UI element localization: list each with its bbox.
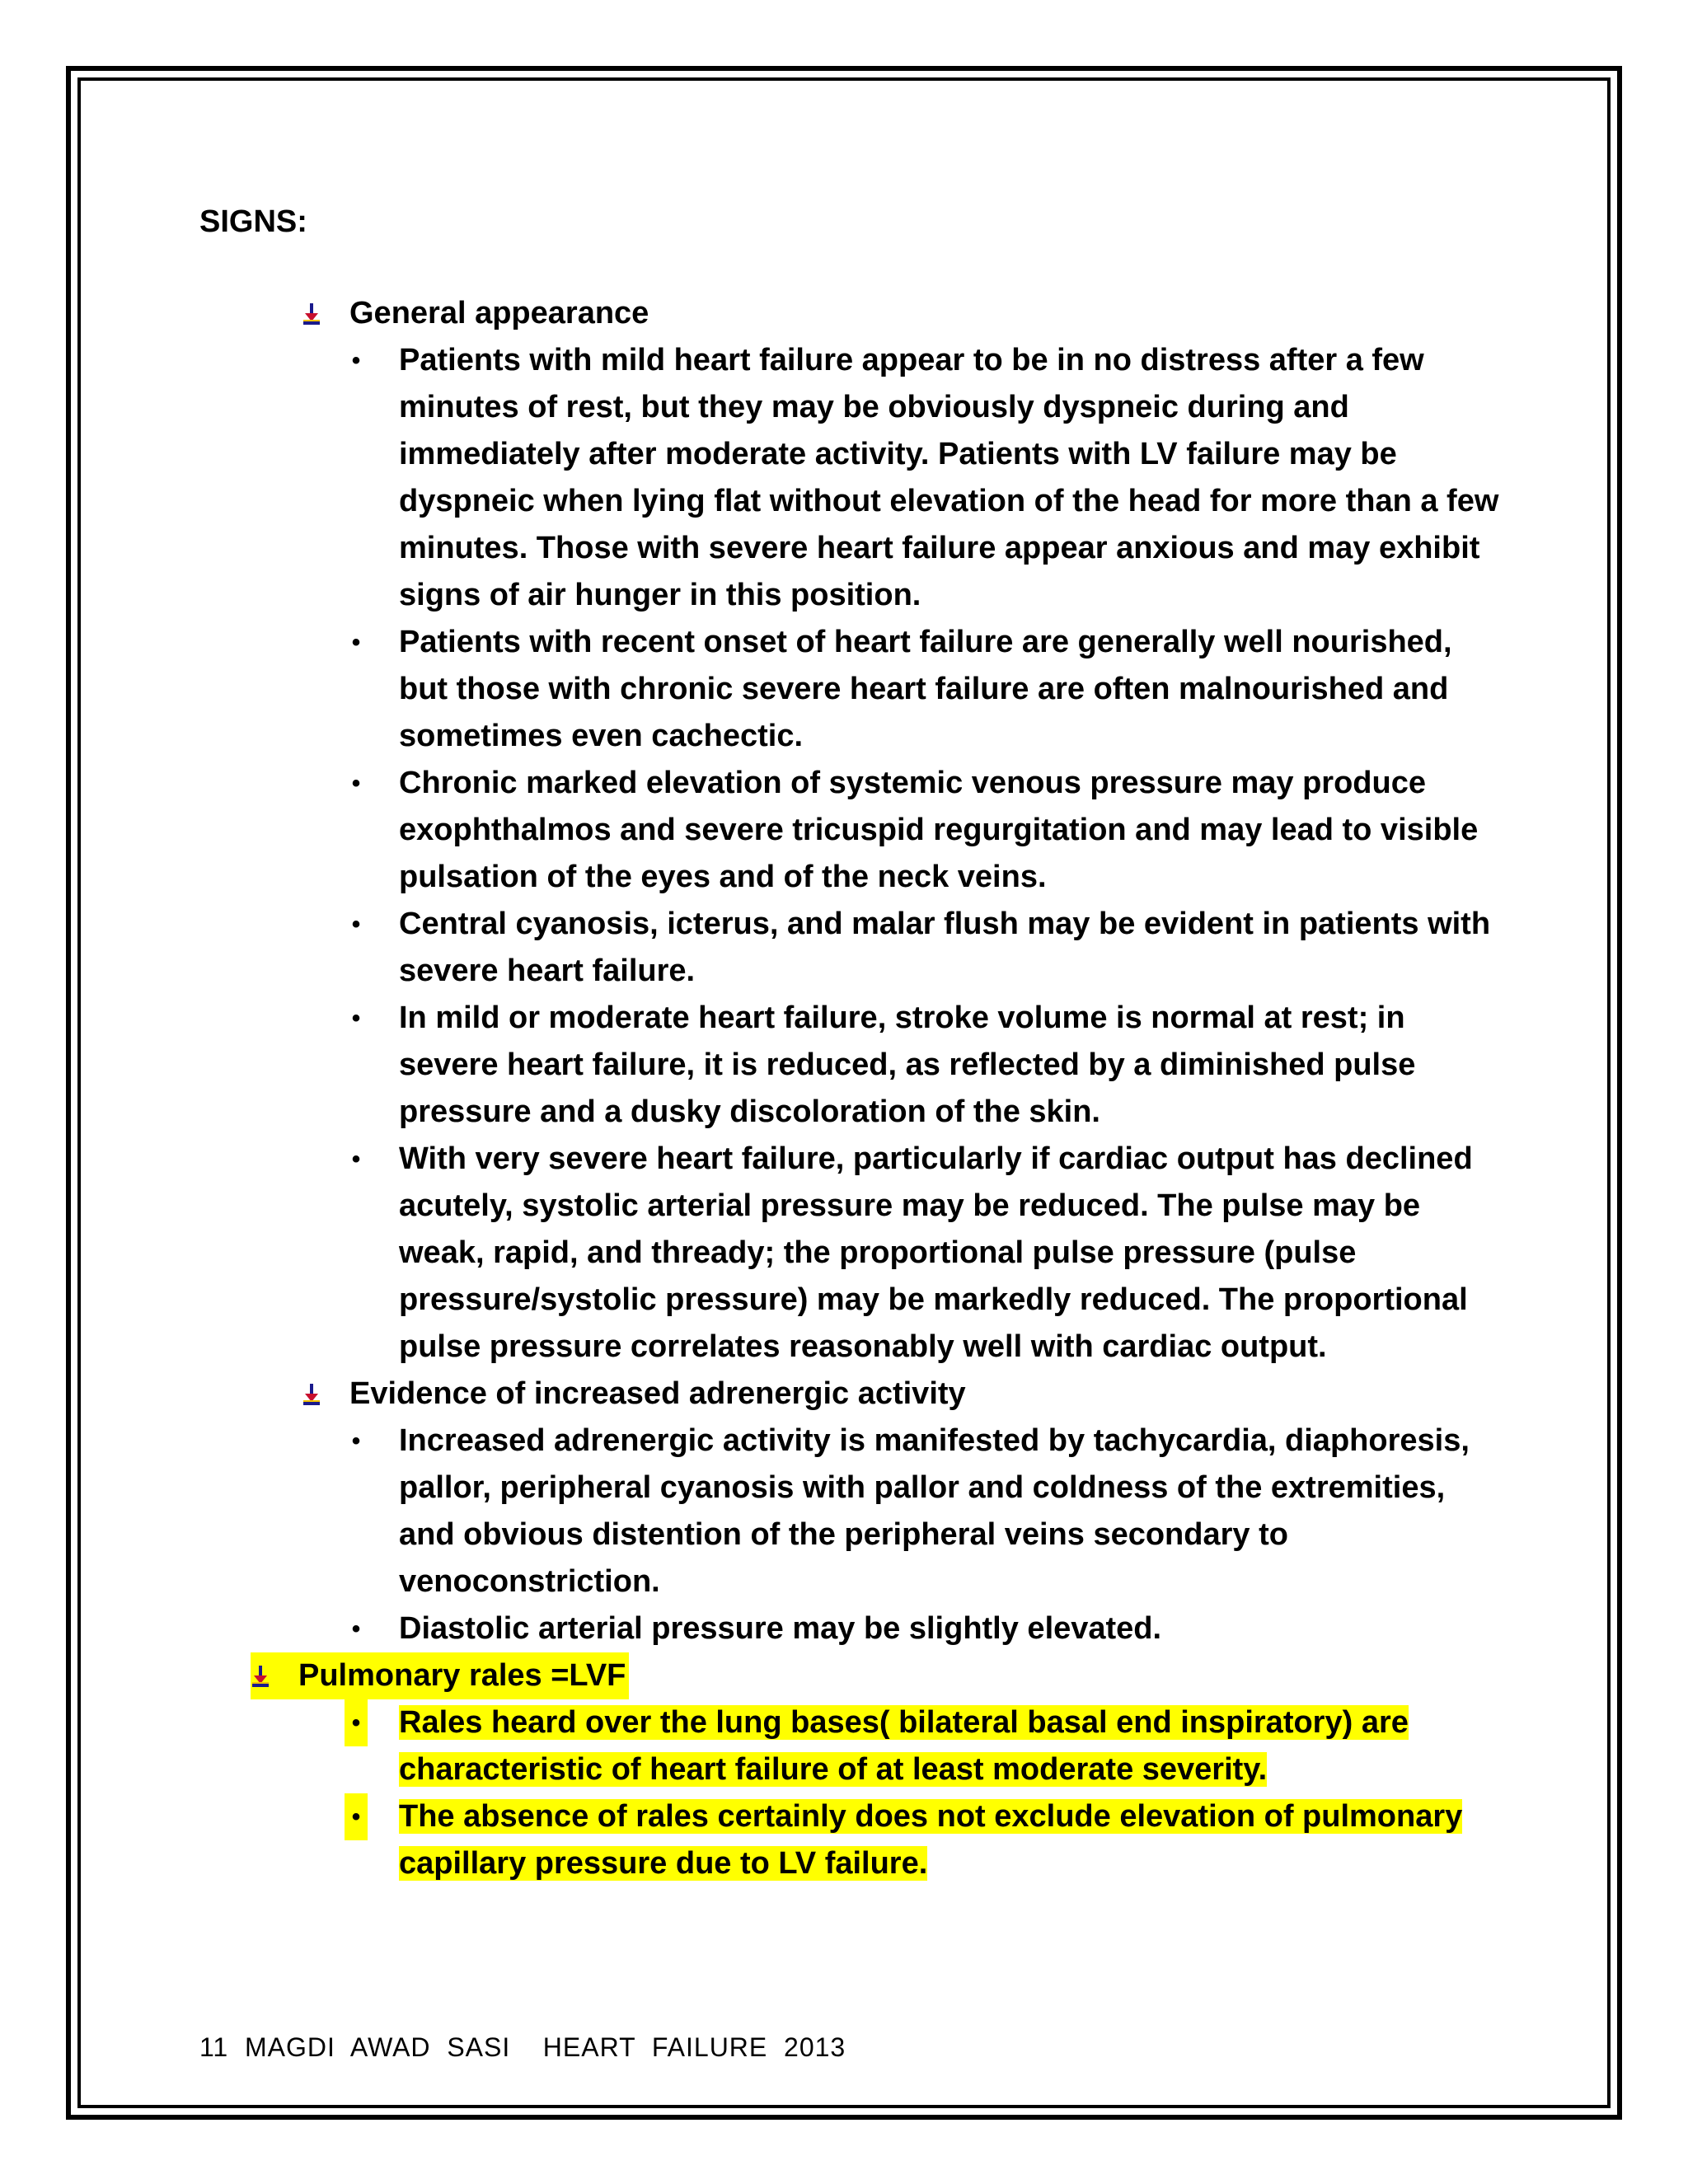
list-item [199,1699,1502,1793]
bullet-dot-icon: • [345,1793,368,1840]
bullet-dot-icon: • [351,629,361,656]
list-item-text: With very severe heart failure, particularly if cardiac output has declined acutely, systolic arterial pressure may be reduced. The pulse may be weak, rapid, and thready; the proportional pulse pressure (pulse pressure/systolic pressure) may be markedly reduced. The proportional pulse pressure correlates reasonably well with cardiac output. [399,1141,1473,1364]
section-title [251,290,1502,337]
bullet-list [199,1418,1502,1652]
list-item-text: Diastolic arterial pressure may be slightly elevated. [399,1611,1162,1646]
list-item [199,1418,1502,1605]
section-title-text: Pulmonary rales =LVF [298,1658,626,1693]
bullet-dot-icon: • [351,1427,361,1455]
bullet-dot-icon: • [351,770,361,797]
list-item-text: Central cyanosis, icterus, and malar flush may be evident in patients with severe heart failure. [399,907,1491,988]
section-general-appearance [199,290,1502,1371]
list-item-text: In mild or moderate heart failure, stroke volume is normal at rest; in severe heart failure, it is reduced, as reflected by a diminished pulse pressure and a dusky discoloration of the skin. [399,1001,1416,1129]
list-item [199,1605,1502,1652]
list-item [199,901,1502,995]
list-item [199,1136,1502,1371]
bullet-dot-icon: • [351,1146,361,1173]
highlight-band [251,1652,629,1699]
bullet-dot-icon: • [351,1005,361,1032]
bullet-dot-icon: • [351,911,361,938]
section-title-text: General appearance [349,296,649,330]
page-heading: SIGNS: [199,204,307,239]
section-title [251,1371,1502,1418]
section-title [251,1652,1502,1699]
bullet-list [199,1699,1502,1887]
down-arrow-icon [302,1371,321,1418]
list-item [199,1793,1502,1887]
bullet-list [199,337,1502,1371]
section-title-text: Evidence of increased adrenergic activity [349,1376,966,1411]
bullet-dot-icon: • [345,1699,368,1746]
section-pulmonary-rales [199,1652,1502,1887]
down-arrow-icon [302,290,321,337]
list-item-text: The absence of rales certainly does not exclude elevation of pulmonary capillary pressure due to LV failure. [399,1799,1463,1881]
list-item-text: Patients with recent onset of heart failure are generally well nourished, but those with chronic severe heart failure are often malnourished and sometimes even cachectic. [399,625,1452,753]
list-item-text: Increased adrenergic activity is manifested by tachycardia, diaphoresis, pallor, peripheral cyanosis with pallor and coldness of the extremities, and obvious distention of the peripheral veins secondary to venoconstriction. [399,1423,1470,1599]
list-item [199,619,1502,760]
bullet-dot-icon: • [351,347,361,374]
down-arrow-icon [251,1652,270,1699]
list-item-text: Rales heard over the lung bases( bilateral basal end inspiratory) are characteristic of heart failure of at least moderate severity. [399,1705,1409,1787]
list-item-text: Patients with mild heart failure appear to be in no distress after a few minutes of rest, but they may be obviously dyspneic during and immediately after moderate activity. Patients with LV failure may be dyspneic when lying flat without elevation of the head for more than a few minutes. Those with severe heart failure appear anxious and may exhibit signs of air hunger in this position. [399,343,1499,612]
bullet-dot-icon: • [351,1615,361,1643]
list-item-text: Chronic marked elevation of systemic venous pressure may produce exophthalmos and severe tricuspid regurgitation and may lead to visible pulsation of the eyes and of the neck veins. [399,766,1479,894]
list-item [199,337,1502,619]
list-item [199,995,1502,1136]
page-footer: 11 MAGDI AWAD SASI HEART FAILURE 2013 [199,2032,846,2062]
document-body [199,198,1502,1887]
section-adrenergic-activity [199,1371,1502,1652]
list-item [199,760,1502,901]
